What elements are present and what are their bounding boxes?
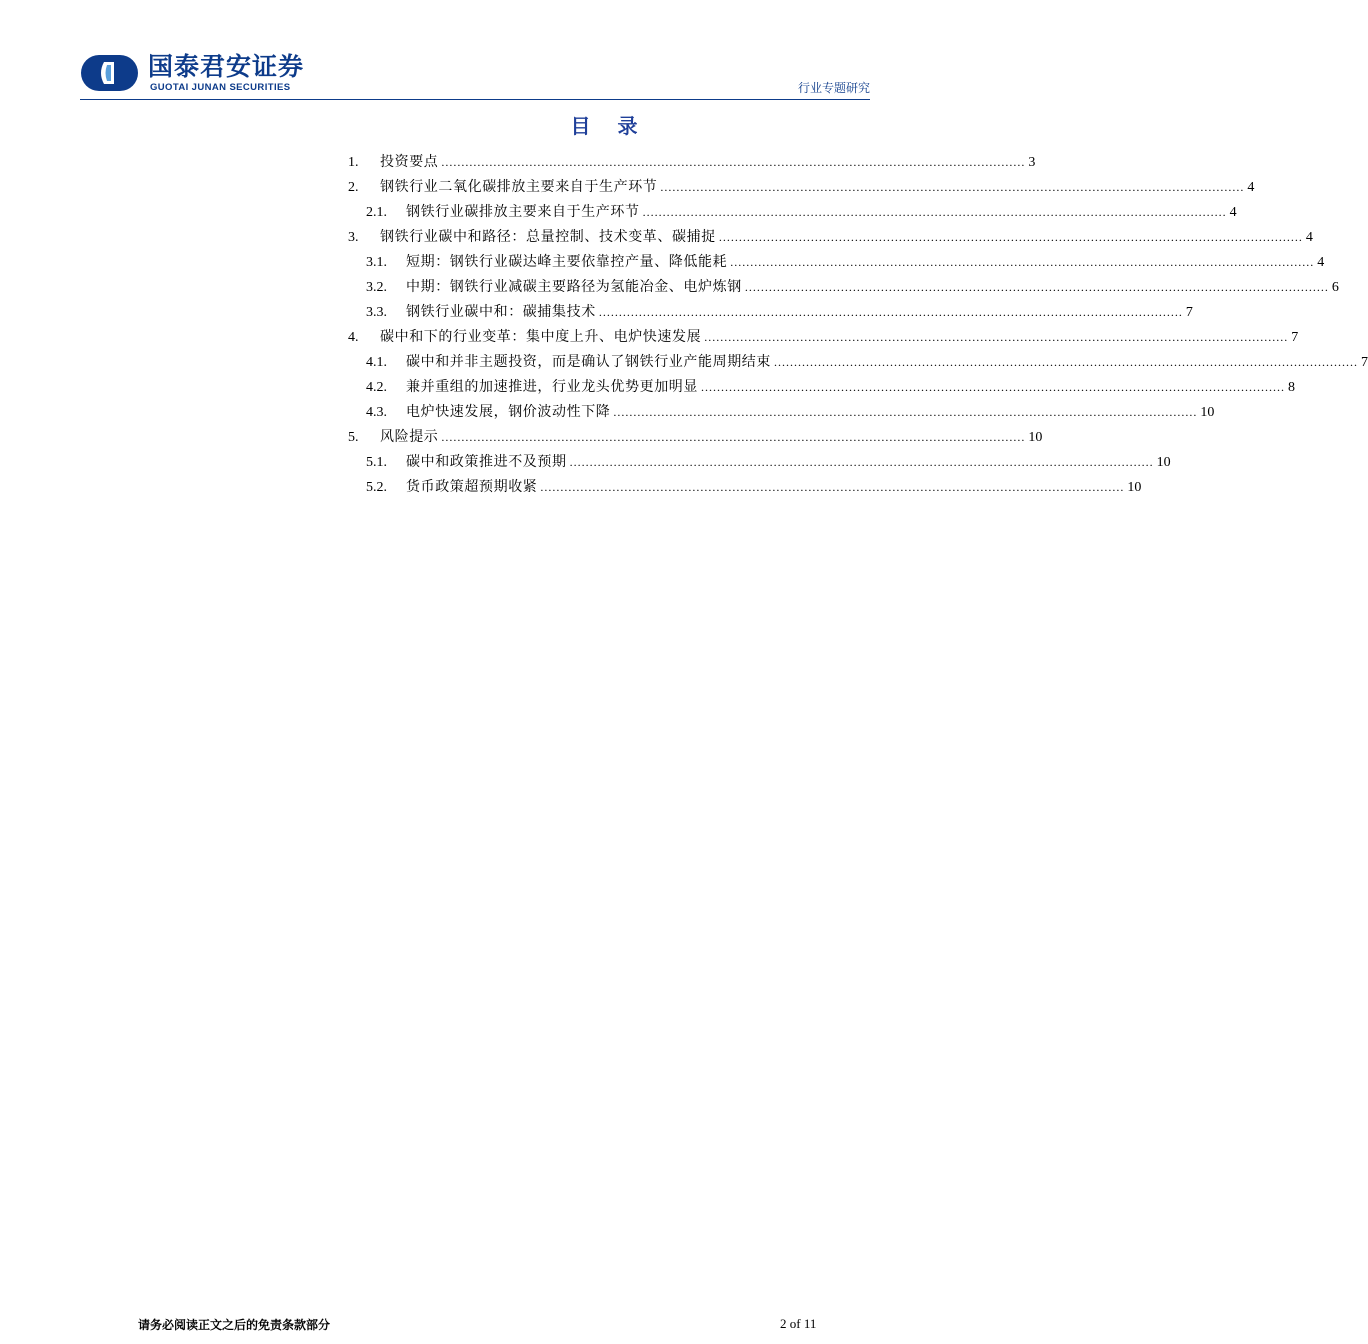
toc-entry[interactable] <box>348 150 1036 175</box>
toc-entry-title: 风险提示 <box>380 429 439 445</box>
toc-entry[interactable] <box>348 250 1325 275</box>
toc-leader-dots: .................................................................................................................................................. <box>718 230 1303 244</box>
disclaimer-note: 请务必阅读正文之后的免责条款部分 <box>138 1318 331 1332</box>
toc-entry-title: 短期：钢铁行业碳达峰主要依靠控产量、降低能耗 <box>406 254 728 270</box>
toc-leader-dots: .................................................................................................................................................. <box>774 355 1358 369</box>
toc-entry[interactable] <box>348 275 1339 300</box>
toc-entry-title: 钢铁行业碳中和路径：总量控制、技术变革、碳捕捉 <box>380 229 716 245</box>
toc-entry-page: 4 <box>1229 205 1237 220</box>
toc-entry[interactable] <box>348 175 1255 200</box>
toc-entry-page: 10 <box>1028 430 1043 445</box>
toc-leader-dots: .................................................................................................................................................. <box>701 380 1285 394</box>
toc-entry-page: 10 <box>1200 405 1215 420</box>
toc-entry-number: 3.3. <box>366 305 387 320</box>
toc-entry-number: 2. <box>348 180 359 195</box>
toc-entry-page: 4 <box>1247 180 1255 195</box>
toc-entry-title: 碳中和下的行业变革：集中度上升、电炉快速发展 <box>380 329 702 345</box>
toc-entry-page: 4 <box>1305 230 1313 245</box>
toc-entry-title: 电炉快速发展，钢价波动性下降 <box>406 404 611 420</box>
toc-leader-dots: .................................................................................................................................................. <box>642 205 1227 219</box>
toc-entry-title: 兼并重组的加速推进，行业龙头优势更加明显 <box>406 379 698 395</box>
toc-entry[interactable] <box>348 450 1171 475</box>
toc-leader-dots: .................................................................................................................................................. <box>704 330 1289 344</box>
guotai-junan-logo-icon <box>80 54 138 92</box>
toc-entry-page: 7 <box>1185 305 1193 320</box>
toc-entry-page: 8 <box>1288 380 1295 395</box>
toc-leader-dots: .................................................................................................................................................. <box>613 405 1198 419</box>
toc-entry-number: 5. <box>348 430 359 445</box>
toc-entry-number: 2.1. <box>366 205 387 220</box>
table-of-contents <box>348 150 1368 500</box>
report-type-label: 行业专题研究 <box>797 81 870 95</box>
toc-entry-page: 7 <box>1291 330 1299 345</box>
toc-entry-page: 10 <box>1156 455 1171 470</box>
toc-title: 目 录 <box>570 114 648 138</box>
toc-entry-title: 碳中和政策推进不及预期 <box>406 454 567 470</box>
toc-entry-title: 货币政策超预期收紧 <box>406 479 538 495</box>
toc-leader-dots: .................................................................................................................................................. <box>730 255 1315 269</box>
toc-entry[interactable] <box>348 325 1299 350</box>
toc-entry-number: 4. <box>348 330 359 345</box>
toc-leader-dots: .................................................................................................................................................. <box>744 280 1329 294</box>
toc-entry-title: 中期：钢铁行业减碳主要路径为氢能冶金、电炉炼钢 <box>406 279 742 295</box>
toc-leader-dots: .................................................................................................................................................. <box>569 455 1154 469</box>
toc-entry[interactable] <box>348 225 1313 250</box>
header-divider <box>80 99 870 100</box>
toc-entry-number: 3.1. <box>366 255 387 270</box>
toc-entry[interactable] <box>348 300 1193 325</box>
toc-entry[interactable] <box>348 375 1295 400</box>
toc-entry-number: 4.3. <box>366 405 387 420</box>
toc-entry-title: 钢铁行业碳中和：碳捕集技术 <box>406 304 596 320</box>
toc-entry[interactable] <box>348 200 1237 225</box>
toc-entry-page: 6 <box>1331 280 1339 295</box>
toc-entry[interactable] <box>348 400 1215 425</box>
toc-entry-page: 10 <box>1127 480 1142 495</box>
toc-entry-number: 5.2. <box>366 480 387 495</box>
toc-entry[interactable] <box>348 475 1142 500</box>
toc-entry-page: 3 <box>1028 155 1036 170</box>
toc-entry-number: 1. <box>348 155 359 170</box>
toc-entry-page: 4 <box>1317 255 1325 270</box>
toc-entry-title: 钢铁行业碳排放主要来自于生产环节 <box>406 204 640 220</box>
page-number: 2 of 11 <box>780 1316 817 1331</box>
toc-leader-dots: .................................................................................................................................................. <box>540 480 1125 494</box>
toc-leader-dots: .................................................................................................................................................. <box>441 155 1026 169</box>
toc-entry-number: 3.2. <box>366 280 387 295</box>
toc-entry-number: 4.2. <box>366 380 387 395</box>
toc-entry[interactable] <box>348 425 1043 450</box>
toc-entry-number: 4.1. <box>366 355 387 370</box>
toc-entry-number: 3. <box>348 230 359 245</box>
toc-entry-title: 投资要点 <box>380 154 439 170</box>
brand-name-chinese: 国泰君安证券 <box>148 52 305 81</box>
brand-name-english: GUOTAI JUNAN SECURITIES <box>150 82 291 93</box>
toc-entry-title: 碳中和并非主题投资，而是确认了钢铁行业产能周期结束 <box>406 354 771 370</box>
toc-entry[interactable] <box>348 350 1368 375</box>
toc-entry-page: 7 <box>1361 355 1368 370</box>
toc-leader-dots: .................................................................................................................................................. <box>598 305 1183 319</box>
toc-entry-title: 钢铁行业二氧化碳排放主要来自于生产环节 <box>380 179 658 195</box>
toc-leader-dots: .................................................................................................................................................. <box>441 430 1026 444</box>
toc-leader-dots: .................................................................................................................................................. <box>660 180 1245 194</box>
page-header <box>80 48 870 100</box>
toc-entry-number: 5.1. <box>366 455 387 470</box>
